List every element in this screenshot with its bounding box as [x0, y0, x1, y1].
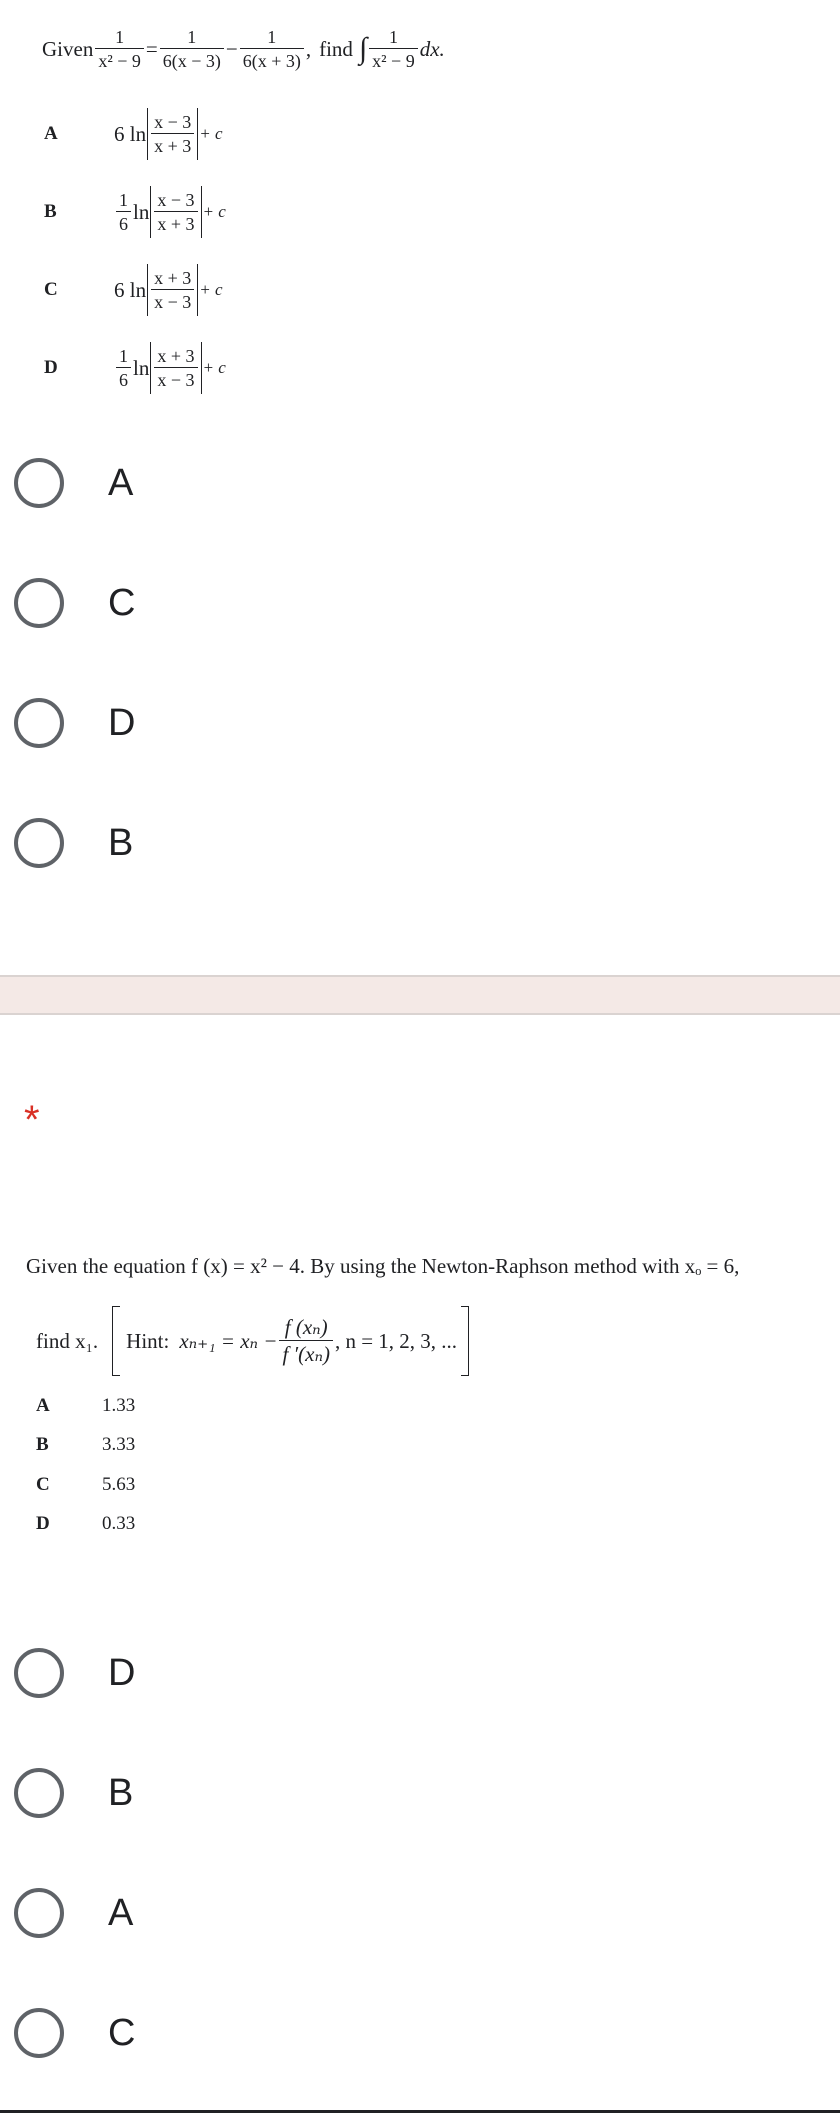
option-letter: B	[36, 1434, 49, 1455]
choice-label: C	[108, 2011, 136, 2054]
option-denominator: x + 3	[154, 211, 197, 233]
option-coefficient: 6 ln	[114, 277, 147, 302]
ln: ln	[133, 355, 150, 380]
bottom-divider	[0, 2110, 840, 2113]
find-label: find x₁.	[36, 1328, 99, 1353]
option-value: 0.33	[102, 1513, 136, 1534]
abs-bar-left	[147, 108, 148, 160]
hint-denominator: f ′(xₙ)	[279, 1340, 333, 1365]
radio-button[interactable]	[14, 1888, 64, 1938]
equals-sign: =	[145, 36, 158, 61]
choice-label: A	[108, 1891, 134, 1934]
integrand-denominator: x² − 9	[369, 48, 418, 70]
bracket-right	[461, 1306, 469, 1376]
dx: dx.	[419, 36, 445, 61]
hint-tail: , n = 1, 2, 3, ...	[334, 1328, 458, 1353]
coef-numerator: 1	[119, 346, 128, 366]
q1-choice-c[interactable]	[14, 573, 135, 633]
integrand-fraction	[369, 28, 418, 70]
hint-lhs: xₙ₊₁ = xₙ −	[179, 1328, 278, 1353]
coef-denominator: 6	[116, 211, 131, 233]
option-value: 3.33	[102, 1434, 136, 1455]
abs-bar-right	[201, 186, 202, 238]
abs-bar-left	[147, 264, 148, 316]
radio-button[interactable]	[14, 1648, 64, 1698]
question1-statement	[42, 28, 445, 70]
hint-fraction	[279, 1317, 333, 1365]
bracket-left	[112, 1306, 120, 1376]
term2-numerator: 1	[267, 27, 277, 47]
option-constant: + c	[199, 124, 223, 143]
option-letter: A	[36, 1395, 50, 1416]
choice-label: A	[108, 461, 134, 504]
coef-denominator: 6	[116, 367, 131, 389]
option-value: 5.63	[102, 1474, 136, 1495]
option-numerator: x − 3	[157, 190, 195, 210]
option-numerator: x + 3	[154, 268, 192, 288]
abs-bar-left	[150, 342, 151, 394]
option-value: 1.33	[102, 1395, 136, 1416]
choice-label: D	[108, 1651, 136, 1694]
option-letter: C	[44, 279, 58, 300]
q2-choice-b[interactable]	[14, 1763, 133, 1823]
q1-option-c	[44, 264, 223, 316]
option-fraction	[154, 347, 197, 389]
term2-denominator: 6(x + 3)	[240, 48, 304, 70]
option-letter: C	[36, 1474, 50, 1495]
option-constant: + c	[199, 280, 223, 299]
option-fraction	[154, 191, 197, 233]
radio-button[interactable]	[14, 818, 64, 868]
q2-option-b	[36, 1434, 135, 1456]
q1-choice-b[interactable]	[14, 813, 133, 873]
abs-bar-left	[150, 186, 151, 238]
question2-line2	[36, 1306, 469, 1376]
coef-numerator: 1	[119, 190, 128, 210]
option-letter: D	[44, 357, 58, 378]
option-denominator: x − 3	[151, 289, 194, 311]
option-letter: D	[36, 1513, 50, 1534]
q1-option-b	[44, 186, 226, 238]
option-fraction	[151, 269, 194, 311]
lhs-numerator: 1	[115, 27, 125, 47]
option-fraction	[151, 113, 194, 155]
q1-choice-d[interactable]	[14, 693, 135, 753]
term2-fraction	[240, 28, 304, 70]
option-denominator: x − 3	[154, 367, 197, 389]
comma: ,	[305, 36, 312, 61]
term1-denominator: 6(x − 3)	[160, 48, 224, 70]
option-numerator: x − 3	[154, 112, 192, 132]
question2-line1: Given the equation f (x) = x² − 4. By using the Newton-Raphson method with xₒ = 6,	[26, 1254, 740, 1278]
option-letter: A	[44, 123, 58, 144]
choice-label: B	[108, 1771, 134, 1814]
option-coef-fraction	[116, 347, 131, 389]
hint-label: Hint:	[126, 1328, 170, 1353]
q2-option-a	[36, 1395, 135, 1417]
lhs-denominator: x² − 9	[95, 48, 144, 70]
radio-button[interactable]	[14, 458, 64, 508]
given-word: Given	[42, 36, 94, 61]
question-divider	[0, 975, 840, 1015]
term1-fraction	[160, 28, 224, 70]
q2-option-d	[36, 1513, 135, 1535]
hint-numerator: f (xₙ)	[284, 1315, 328, 1339]
lhs-fraction	[95, 28, 144, 70]
radio-button[interactable]	[14, 698, 64, 748]
abs-bar-right	[201, 342, 202, 394]
find-word: find	[319, 36, 353, 61]
radio-button[interactable]	[14, 2008, 64, 2058]
option-constant: + c	[202, 358, 226, 377]
minus-sign: −	[225, 36, 238, 61]
q1-option-d	[44, 342, 226, 394]
q2-choice-a[interactable]	[14, 1883, 133, 1943]
choice-label: C	[108, 581, 136, 624]
option-coef-fraction	[116, 191, 131, 233]
required-asterisk: *	[24, 1098, 40, 1142]
ln: ln	[133, 199, 150, 224]
radio-button[interactable]	[14, 578, 64, 628]
q1-choice-a[interactable]	[14, 453, 133, 513]
abs-bar-right	[197, 264, 198, 316]
abs-bar-right	[197, 108, 198, 160]
term1-numerator: 1	[187, 27, 197, 47]
option-coefficient: 6 ln	[114, 121, 147, 146]
choice-label: B	[108, 821, 134, 864]
q2-choice-d[interactable]	[14, 1643, 135, 1703]
integral-sign: ∫	[358, 32, 368, 65]
radio-button[interactable]	[14, 1768, 64, 1818]
choice-label: D	[108, 701, 136, 744]
q2-option-c	[36, 1474, 135, 1496]
option-denominator: x + 3	[151, 133, 194, 155]
q1-option-a	[44, 108, 223, 160]
integrand-numerator: 1	[388, 27, 398, 47]
option-numerator: x + 3	[157, 346, 195, 366]
option-constant: + c	[202, 202, 226, 221]
option-letter: B	[44, 201, 57, 222]
q2-choice-c[interactable]	[14, 2003, 135, 2063]
